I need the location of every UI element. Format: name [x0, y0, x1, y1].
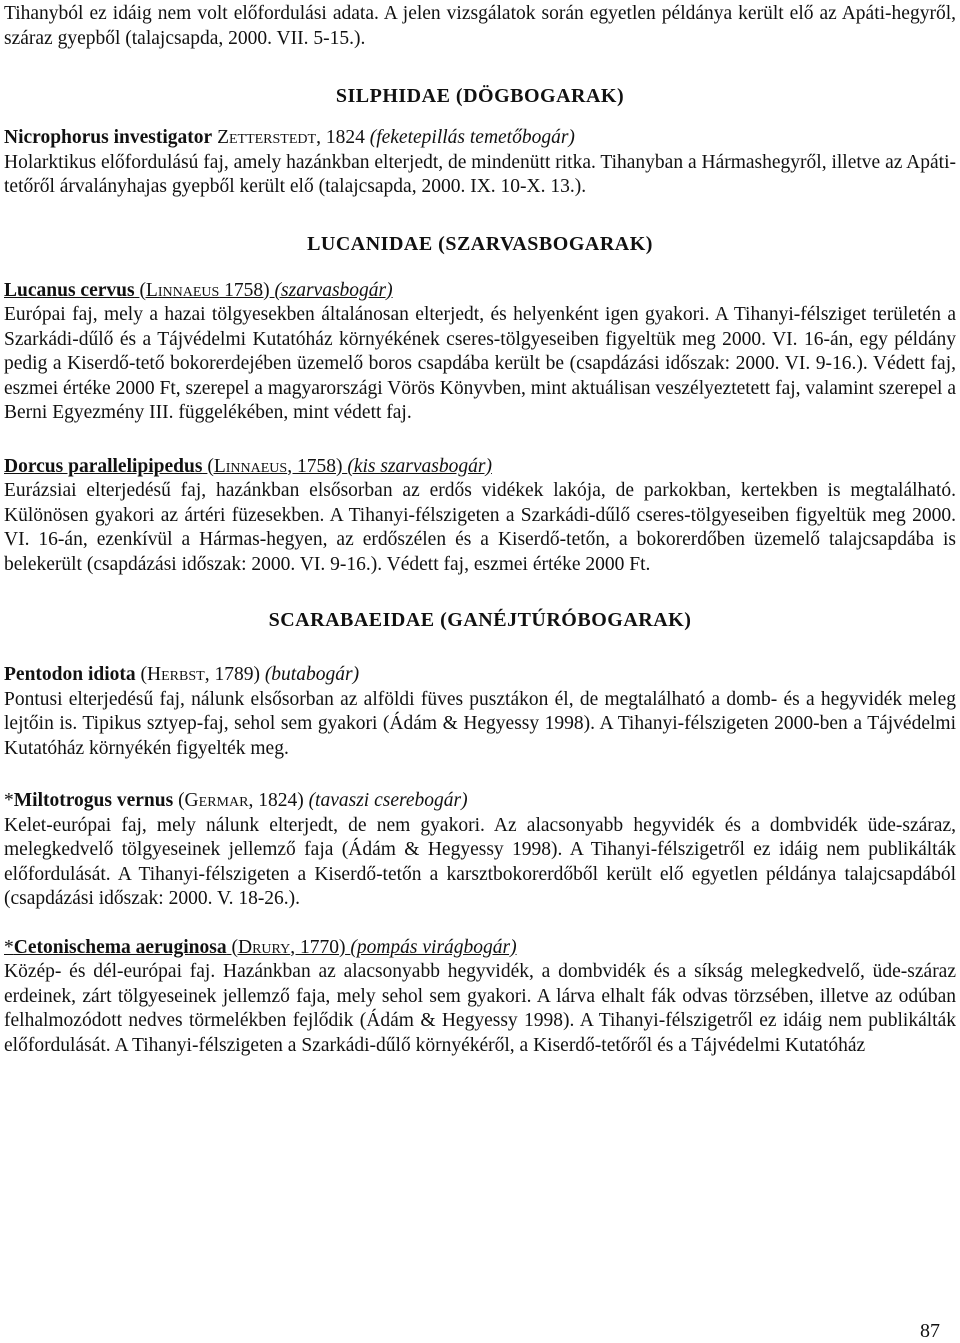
species-common-name: (feketepillás temetőbogár) — [369, 127, 575, 148]
species-common-name: (szarvasbogár) — [274, 279, 393, 301]
intro-paragraph: Tihanyból ez idáig nem volt előfordulási adata. A jelen vizsgálatok során egyetlen példánya került elő az Apáti-hegyről, száraz gyepből (talajcsapda, 2000. VII. 5-15.). — [4, 3, 956, 49]
species-description: Pontusi elterjedésű faj, nálunk elsősorban az alföldi füves pusztákon él, de megtalálható a domb- és a hegyvidék meleg lejtőin is. Tipikus sztyep-faj, sehol sem gyakori (Ádám & Hegyessy 1998). A Tihanyi-félszigeten 2000-ben a Tájvédelmi Kutatóház környékén figyelték meg. — [4, 688, 956, 759]
species-description: Európai faj, mely a hazai tölgyesekben általánosan elterjedt, és helyenként igen gyakori. A Tihanyi-félsziget területén a Szarkádi-dűlő és a Tájvédelmi Kutatóház környékének cseres-tölgyeseiben figyeltük meg 2000. VI. 16-án, egy példány pedig a Kiserdő-tető bokorerdejében üzemelő boros csapdába került be (csapdázási időszak: 2000. VI. 9-16.). Védett faj, eszmei értéke 2000 Ft, szerepel a magyarországi Vörös Könyvben, mint aktuálisan veszélyeztetett faj, valamint szerepel a Berni Egyezmény III. függelékében, mint védett faj. — [4, 304, 956, 423]
species-name: Dorcus parallelipipedus — [4, 455, 203, 477]
species-title — [4, 126, 956, 151]
family-heading-scarabaeidae: SCARABAEIDAE (GANÉJTÚRÓBOGARAK) — [268, 609, 692, 631]
species-title: *Miltotrogus vernus (Germar, 1824) (tavaszi cserebogár) — [4, 790, 468, 811]
species-entry-lucanus — [4, 279, 956, 426]
species-name: Cetonischema aeruginosa — [13, 936, 227, 958]
species-entry-cetonischema — [4, 936, 956, 1059]
species-title: *Cetonischema aeruginosa (Drury, 1770) (pompás virágbogár) — [4, 936, 517, 958]
species-common-name: (tavaszi cserebogár) — [308, 790, 468, 811]
species-description: Közép- és dél-európai faj. Hazánkban az alacsonyabb hegyvidék, a dombvidék és a síkság melegkedvelő, üde-száraz erdeinek, zárt tölgyeseinek jellemző faja, mely sehol sem gyakori. A lárva elhalt fák odvas törzsében, illetve az odúban felhalmozódott nedves törmelékben fejlődik (Ádám & Hegyessy 1998). A Tihanyi-félszigetről ez idáig nem publikálták előfordulását. A Tihanyi-félszigeten a Szarkádi-dűlő környékéről, a Kiserdő-tetőről és a Tájvédelmi Kutatóház — [4, 961, 956, 1056]
species-author: (Germar — [178, 790, 249, 811]
species-name: Pentodon idiota — [4, 664, 136, 685]
species-author: (Drury — [231, 936, 291, 958]
species-author: Zetterstedt — [217, 127, 317, 148]
species-description: Holarktikus előfordulású faj, amely hazánkban elterjedt, de mindenütt ritka. Tihanyban a Hármashegyről, illetve az Apáti-tetőről árvalányhajas gyepből került elő (talajcsapda, 2000. IX. 10-X. 13.). — [4, 151, 956, 197]
species-title — [4, 663, 956, 688]
species-common-name: (butabogár) — [264, 664, 360, 685]
species-entry-miltotrogus — [4, 789, 956, 912]
species-name: Lucanus cervus — [4, 279, 135, 301]
species-year: , 1824 — [316, 127, 365, 148]
species-common-name: (kis szarvasbogár) — [347, 455, 492, 477]
species-author: (Linnaeus — [139, 279, 220, 301]
species-common-name: (pompás virágbogár) — [350, 936, 517, 958]
family-heading-silphidae: SILPHIDAE (DÖGBOGARAK) — [335, 85, 625, 107]
species-entry-dorcus — [4, 455, 956, 578]
species-name: Miltotrogus vernus — [13, 790, 174, 811]
species-author: (Linnaeus — [207, 455, 288, 477]
species-name: Nicrophorus investigator — [4, 127, 213, 148]
species-year: , 1789) — [204, 664, 260, 685]
species-entry-pentodon — [4, 663, 956, 761]
species-title — [4, 279, 956, 304]
species-title — [4, 455, 956, 480]
species-entry-nicrophorus — [4, 126, 956, 200]
species-year: , 1770) — [290, 936, 346, 958]
species-year: , 1824) — [248, 790, 304, 811]
species-year: 1758) — [219, 279, 270, 301]
species-year: , 1758) — [287, 455, 343, 477]
family-heading-lucanidae: LUCANIDAE (SZARVASBOGARAK) — [307, 232, 653, 255]
species-author: (Herbst — [140, 664, 205, 685]
page-number: 87 — [920, 1320, 940, 1342]
species-description: Eurázsiai elterjedésű faj, hazánkban elsősorban az erdős vidékek lakója, de parkokban, kertekben is megtalálható. Különösen gyakori az ártéri füzesekben. A Tihanyi-félszigeten a Szarkádi-dűlő cseres-tölgyeseiben figyeltük meg 2000. VI. 16-án, ezenkívül a Hármas-hegyen, az erdőszélen és a Kiserdő-tetőn, a bokorerdőben üzemelő talajcsapdába is belekerült (csapdázási időszak: 2000. VI. 9-16.). Védett faj, eszmei értéke 2000 Ft. — [4, 480, 956, 575]
species-description: Kelet-európai faj, mely nálunk elterjedt, de nem gyakori. Az alacsonyabb hegyvidék és a dombvidék üde-száraz, melegkedvelő tölgyeseinek jellemző faja (Ádám & Hegyessy 1998). A Tihanyi-félszigetről ez idáig nem publikálták előfordulását. A Tihanyi-félszigeten a Kiserdő-tetőn a karsztbokorerdőből került elő egyetlen példánya talajcsapdából (csapdázási időszak: 2000. V. 18-26.). — [4, 814, 956, 909]
